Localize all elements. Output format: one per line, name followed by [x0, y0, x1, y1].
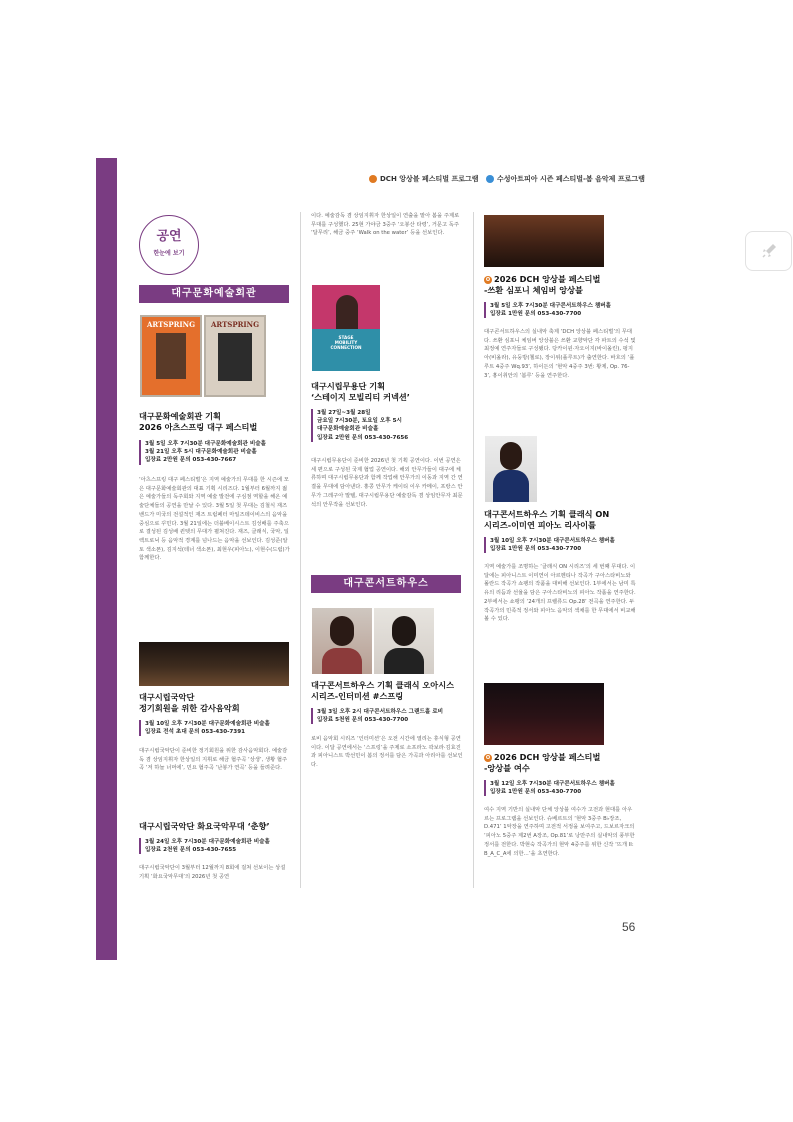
meta-line: 대구문화예술회관 비슬홀	[317, 426, 379, 433]
portrait-body	[384, 648, 424, 674]
orange-dot-icon	[369, 175, 377, 183]
piano-title	[484, 509, 644, 530]
soprano-portrait-2	[374, 608, 434, 674]
artspring-title	[139, 411, 294, 432]
ensemble-title	[484, 752, 639, 773]
piano-title-line1: 대구콘서트하우스 기획 클래식 ON	[484, 509, 610, 519]
badge-main: 공연	[156, 229, 182, 244]
dch-program-icon: O	[485, 277, 491, 283]
oasis-body: 로비 음악회 시리즈 ‘인터미션’은 오전 시간에 열리는 휴식형 공연이다. 이달 공연에서는 ‘스프링’을 주제로 소프라노 곽보라·김효진과 피아니스트 박선민이 봄의 정서를 담은 가곡과 아리아를 선보인다.	[311, 736, 463, 769]
gugak-thanks-title-line1: 대구시립국악단	[139, 692, 195, 702]
chamber-title-line1: 2026 DCH 앙상블 페스티벌	[494, 274, 601, 284]
meta-line: 입장료 2만원 문의 053-430-7667	[145, 457, 237, 464]
artspring-poster-1	[140, 315, 202, 397]
poster-2-photo	[218, 333, 252, 381]
poster-2-title: ARTSPRING	[210, 320, 260, 329]
chunhyang-body-continued: 이다. 예술감독 겸 상임지휘자 한상일이 연출을 맡아 봄을 주제로 무대를 구성했다. 25현 가야금 3중주 ‘오봉산 타령’, 거문고 독주 ‘달무리’, 해금 중주 ‘Walk on the water’ 등을 선보인다.	[311, 213, 460, 237]
meta-line: 3월 27일~3월 28일	[317, 410, 371, 416]
artspring-poster-2	[204, 315, 266, 397]
badge-sub: 한눈에 보기	[153, 250, 185, 257]
oasis-meta	[311, 708, 466, 724]
gugak-thanks-title-line2: 정기회원을 위한 감사음악회	[139, 702, 240, 713]
meta-line: 입장료 1만원 문의 053-430-7700	[490, 546, 582, 553]
dance-body: 대구시립무용단이 준비한 2026년 첫 기획 공연이다. 이번 공연은 세 편으로 구성된 국제 협업 공연이다. 해외 안무가들이 대구에 체류하며 대구시립무용단과 함께 작업해 안무가의 이동과 지역 간 연결을 무대에 담아낸다. 홍콩 안무가 케이티 이우 카메이, 프랑스 안무가 그레구아 말텔, 대구시립무용단 예술감독 겸 상임안무자 최문석의 안무작을 선보인다.	[311, 458, 463, 508]
chunhyang-meta	[139, 838, 294, 854]
meta-line: 3월 21일 오후 5시 대구문화예술회관 비슬홀	[145, 449, 257, 456]
soprano-portrait-1	[312, 608, 372, 674]
pianist-portrait	[485, 436, 537, 502]
meta-line: 입장료 1만원 문의 053-430-7700	[490, 789, 582, 796]
page-number: 56	[622, 920, 636, 934]
dance-poster	[312, 285, 380, 371]
chamber-body: 대구콘서트하우스의 실내악 축제 ‘DCH 앙상블 페스티벌’의 무대다. 쓰환 심포니 체임버 앙상블은 쓰환 교향악단 각 파트의 수석 및 최정예 연주자들로 구성됐다. 당카이윈·자오이지(바이올린), 펑지아(비올라), 유둥방(첼로), 장이위(플루트)가 출연한다. 바흐의 ‘플루트 4중주 Wq.93’, 하이든의 ‘현악 4중주 3번: 황제, Op. 76-3’, 홍이취안의 ‘봄루’ 등을 연주한다.	[484, 329, 636, 379]
meta-line: 3월 10일 오후 7시30분 대구콘서트하우스 챔버홀	[490, 538, 615, 544]
portrait-hair	[392, 616, 416, 646]
dance-title	[311, 381, 466, 402]
gugak-orchestra-photo	[139, 642, 289, 686]
poster-1-photo	[156, 333, 186, 379]
ensemble-body: 여수 지역 기반의 실내악 단체 앙상블 여수가 고전과 현대를 아우르는 프로그램을 선보인다. 슈베르트의 ‘현악 3중주 B♭장조, D.471’ 1악장을 연주하며 고전적 서정을 보여주고, 드보르자크의 ‘피아노 5중주 제2번 A장조, Op.81’로 낭만주의 실내악의 풍부한 정서를 전한다. 박현숙 작곡가의 현악 4중주를 위한 신작 ‘뜨개 II: B_A_C_A에 의한…’을 초연한다.	[484, 807, 635, 857]
meta-line: 입장료 2만원 문의 053-430-7656	[317, 434, 409, 441]
legend-suseong-label: 수성아트피아 시즌 페스티벌-봄 음악제 프로그램	[497, 175, 645, 183]
poster-1-title: ARTSPRING	[146, 320, 196, 329]
legend-suseong	[486, 174, 645, 184]
artspring-title-line1: 대구문화예술회관 기획	[139, 411, 221, 421]
chamber-ensemble-photo	[484, 215, 604, 267]
rocket-icon	[759, 241, 779, 261]
meta-line: 금요일 7시30분, 토요일 오후 5시	[317, 418, 402, 425]
meta-line: 입장료 5천원 문의 053-430-7700	[317, 717, 409, 724]
meta-line: 3월 3일 오후 2시 대구콘서트하우스 그랜드홀 로비	[317, 709, 444, 715]
chunhyang-body: 대구시립국악단이 3월부터 12월까지 8회에 걸쳐 선보이는 상설 기획 ‘화요국악무대’의 2026년 첫 공연	[139, 865, 286, 880]
legend-dch	[369, 174, 479, 184]
artspring-title-line2: 2026 아츠스프링 대구 페스티벌	[139, 421, 258, 432]
meta-line: 3월 5일 오후 7시30분 대구문화예술회관 비슬홀	[145, 441, 267, 447]
gugak-thanks-body: 대구시립국악단이 준비한 정기회원을 위한 감사음악회다. 예술감독 겸 상임지휘자 한상일의 지휘로 해금 협주곡 ‘상생’, 생황 협주곡 ‘저 하늘 너머에’, 민요 협주곡 ‘난봉가 연곡’ 등을 들려준다.	[139, 748, 288, 772]
poster-line: MOBILITY	[334, 340, 358, 345]
gugak-thanks-title	[139, 692, 294, 713]
portrait-hair	[500, 442, 522, 470]
poster-line: STAGE	[338, 335, 354, 340]
section-side-bar	[96, 158, 117, 960]
dch-program-icon: O	[485, 755, 491, 761]
ensemble-title-line2: -앙상블 여수	[484, 762, 530, 773]
oasis-title	[311, 680, 471, 701]
meta-line: 입장료 2천원 문의 053-430-7655	[145, 847, 237, 854]
meta-line: 입장료 전석 초대 문의 053-430-7391	[145, 729, 245, 736]
column-divider	[300, 212, 301, 888]
dance-title-line2: ‘스테이지 모빌리티 커넥션’	[311, 391, 410, 402]
dance-title-line1: 대구시립무용단 기획	[311, 381, 386, 391]
legend-dch-label: DCH 앙상블 페스티벌 프로그램	[380, 175, 479, 183]
blue-dot-icon	[486, 175, 494, 183]
dance-poster-figure	[336, 295, 358, 329]
gugak-thanks-meta	[139, 720, 294, 736]
share-button[interactable]	[745, 231, 792, 271]
meta-line: 3월 24일 오후 7시30분 대구문화예술회관 비슬홀	[145, 839, 270, 845]
venue-header-daegu-arts: 대구문화예술회관	[139, 285, 289, 303]
meta-line: 3월 12일 오후 7시30분 대구콘서트하우스 챔버홀	[490, 781, 615, 787]
ensemble-meta	[484, 780, 639, 796]
chamber-title-line2: -쓰환 심포니 체임버 앙상블	[484, 284, 583, 295]
piano-body: 지역 예술가를 조명하는 ‘클래식 ON 시리즈’의 세 번째 무대다. 이달에는 피아니스트 이미연이 아르헨티나 작곡가 구아스타비노와 폴란드 작곡가 쇼팽의 작품을 대비해 선보인다. 1부에서는 남미 특유의 리듬과 선율을 담은 구아스타비노의 피아노 작품을 연주한다. 2부에서는 쇼팽의 ‘24개의 프렐류드 Op.28’ 전곡을 연주한다. 두 작곡가의 민족적 정서와 피아노 음악의 색채를 한 무대에서 비교해 볼 수 있다.	[484, 564, 636, 623]
dance-poster-text	[312, 335, 380, 350]
venue-header-concert-house: 대구콘서트하우스	[311, 575, 461, 593]
portrait-hair	[330, 616, 354, 646]
poster-line: CONNECTION	[330, 345, 362, 350]
ensemble-yeosu-photo	[484, 683, 604, 745]
artspring-body: ‘아츠스프링 대구 페스티벌’은 지역 예술가의 무대를 한 시즌에 모은 대구문화예술회관의 대표 기획 시리즈다. 1월부터 6월까지 젊은 예술가들의 독주회와 지역 예술 발전에 구심점 역할을 해온 예술단체들의 공연을 만날 수 있다. 3월 5일 첫 무대는 김철식 재즈밴드가 미국의 전설적인 재즈 트럼페터 마일즈데이비스의 음악을 중심으로 꾸민다. 3월 21일에는 더블베이시스트 김성배를 주축으로 결성된 김성배 퀸텟의 무대가 펼쳐진다. 재즈, 클래식, 국악, 일렉트로닉 등 음악적 경계를 넘나드는 음악을 선보인다. 김성준(알토 색소폰), 김지석(테너 색소폰), 최현우(피아노), 이현수(드럼)가 함께한다.	[139, 477, 290, 562]
artspring-meta	[139, 440, 294, 465]
oasis-title-line2: 시리즈-인터미션 #스프링	[311, 690, 404, 701]
piano-meta	[484, 537, 639, 553]
meta-line: 3월 10일 오후 7시30분 대구문화예술회관 비슬홀	[145, 721, 270, 727]
meta-line: 입장료 1만원 문의 053-430-7700	[490, 311, 582, 318]
chunhyang-title: 대구시립국악단 화요국악무대 ‘춘향’	[139, 821, 270, 831]
portrait-dress	[493, 470, 529, 502]
ensemble-title-line1: 2026 DCH 앙상블 페스티벌	[494, 752, 601, 762]
oasis-title-line1: 대구콘서트하우스 기획 클래식 오아시스	[311, 680, 455, 690]
dance-meta	[311, 409, 466, 442]
piano-title-line2: 시리즈-이미연 피아노 리사이틀	[484, 519, 596, 530]
column-divider	[473, 212, 474, 888]
meta-line: 3월 5일 오후 7시30분 대구콘서트하우스 챔버홀	[490, 303, 612, 309]
overview-badge	[139, 215, 199, 275]
chamber-meta	[484, 302, 639, 318]
portrait-body	[322, 648, 362, 674]
chamber-title	[484, 274, 639, 295]
